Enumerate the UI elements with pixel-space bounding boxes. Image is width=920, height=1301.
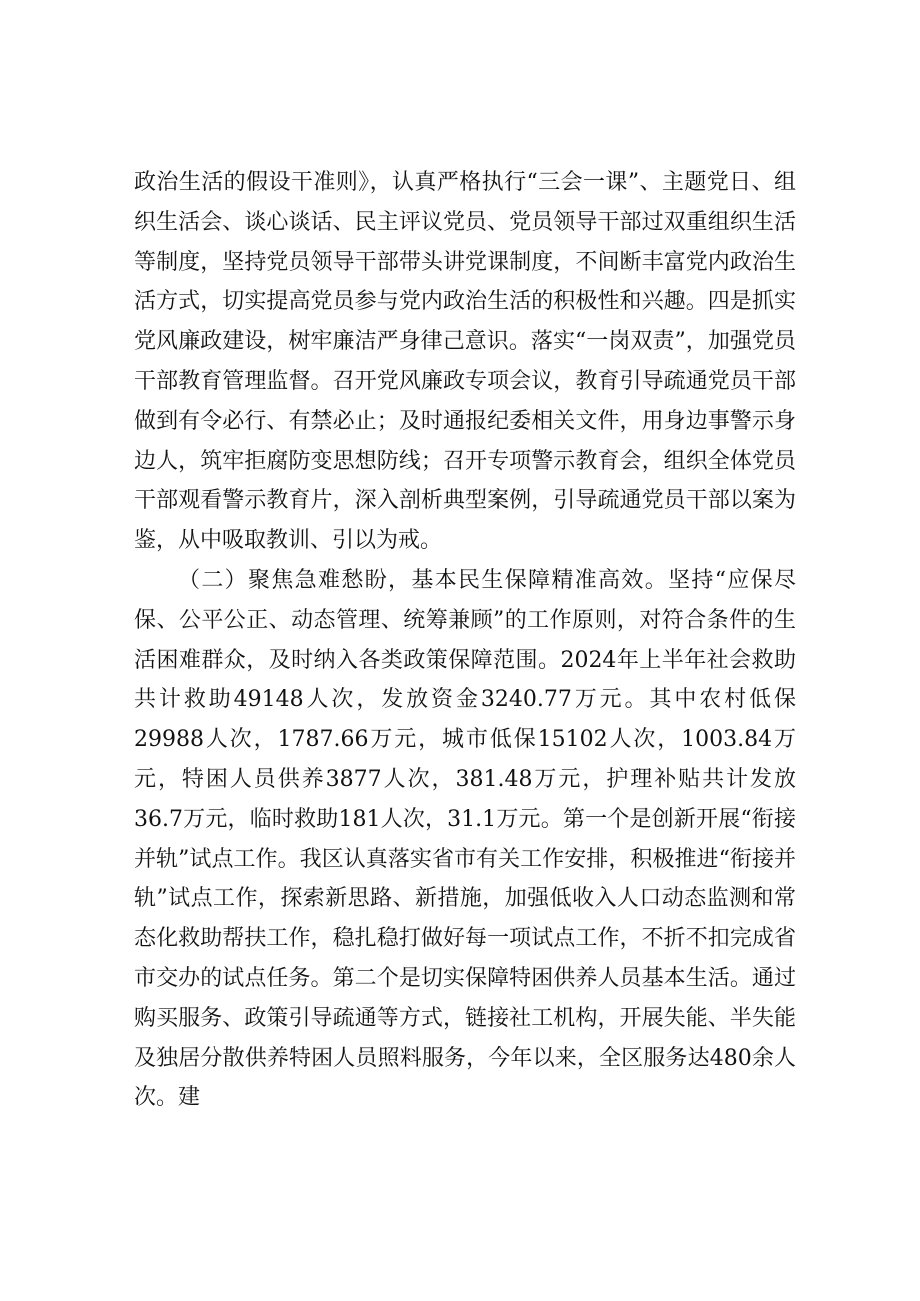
body-text: [134, 163, 796, 1118]
paragraph-livelihood-security: （二）聚焦急难愁盼，基本民生保障精准高效。坚持“应保尽保、公平公正、动态管理、统筹兼顾”的工作原则，对符合条件的生活困难群众，及时纳入各类政策保障范围。2024年上半年社会救助共计救助49148人次，发放资金3240.77万元。其中农村低保29988人次，1787.66万元，城市低保15102人次，1003.84万元，特困人员供养3877人次，381.48万元，护理补贴共计发放36.7万元，临时救助181人次，31.1万元。第一个是创新开展“衔接并轨”试点工作。我区认真落实省市有关工作安排，积极推进“衔接并轨”试点工作，探索新思路、新措施，加强低收入人口动态监测和常态化救助帮扶工作，稳扎稳打做好每一项试点工作，不折不扣完成省市交办的试点任务。第二个是切实保障特困供养人员基本生活。通过购买服务、政策引导疏通等方式，链接社工机构，开展失能、半失能及独居分散供养特困人员照料服务，今年以来，全区服务达480余人次。建: [134, 567, 796, 1111]
paragraph-party-conduct: 政治生活的假设干准则》，认真严格执行“三会一课”、主题党日、组织生活会、谈心谈话、民主评议党员、党员领导干部过双重组织生活等制度，坚持党员领导干部带头讲党课制度，不间断丰富党内政治生活方式，切实提高党员参与党内政治生活的积极性和兴趣。四是抓实党风廉政建设，树牢廉洁严身律己意识。落实“一岗双责”，加强党员干部教育管理监督。召开党风廉政专项会议，教育引导疏通党员干部做到有令必行、有禁必止；及时通报纪委相关文件，用身边事警示身边人，筑牢拒腐防变思想防线；召开专项警示教育会，组织全体党员干部观看警示教育片，深入剖析典型案例，引导疏通党员干部以案为鉴，从中吸取教训、引以为戒。: [134, 170, 796, 554]
